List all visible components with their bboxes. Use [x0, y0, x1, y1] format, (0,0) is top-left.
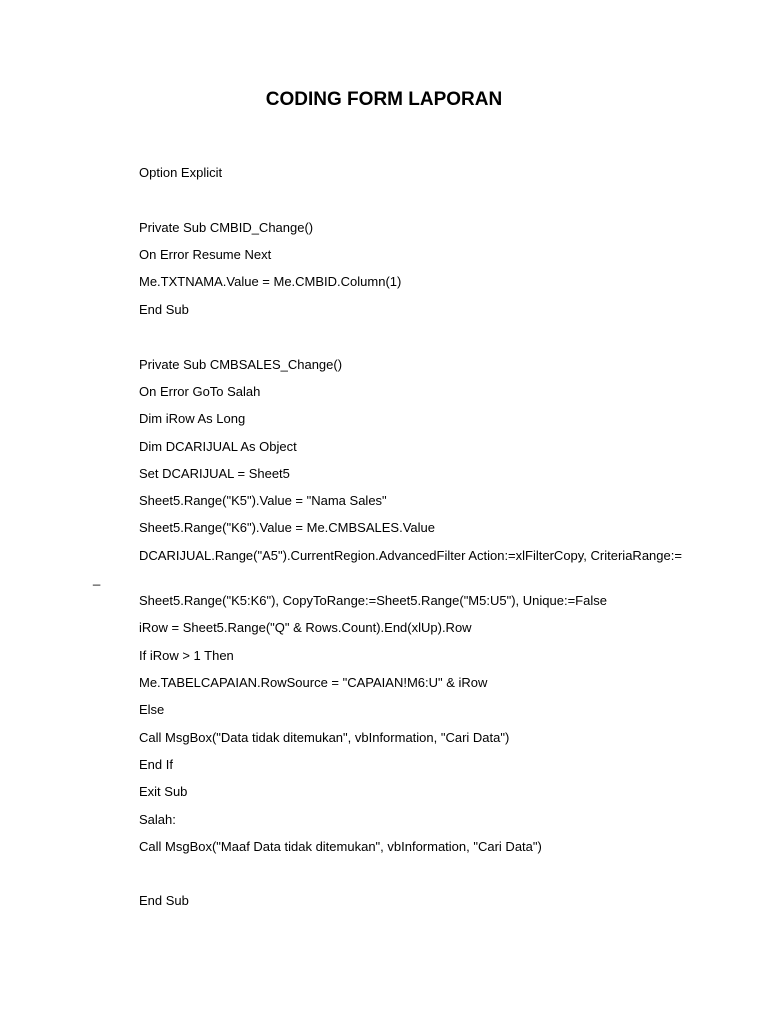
- code-line: Else: [139, 702, 165, 717]
- code-line: Call MsgBox("Data tidak ditemukan", vbInformation, "Cari Data"): [139, 730, 510, 745]
- code-line: Private Sub CMBID_Change(): [139, 220, 314, 235]
- code-line: End Sub: [139, 302, 189, 317]
- page-title: CODING FORM LAPORAN: [265, 89, 503, 110]
- code-line: If iRow > 1 Then: [139, 648, 234, 663]
- code-line: End Sub: [139, 893, 189, 908]
- code-line: End If: [139, 757, 173, 772]
- code-line: On Error GoTo Salah: [139, 384, 261, 399]
- code-line: On Error Resume Next: [139, 247, 272, 262]
- code-line: Dim DCARIJUAL As Object: [139, 439, 297, 454]
- code-line: Exit Sub: [139, 784, 188, 799]
- code-line: Sheet5.Range("K6").Value = Me.CMBSALES.Value: [139, 520, 435, 535]
- code-line: Sheet5.Range("K5").Value = "Nama Sales": [139, 493, 387, 508]
- code-line: Private Sub CMBSALES_Change(): [139, 357, 343, 372]
- code-line: Salah:: [139, 812, 176, 827]
- code-line: Me.TABELCAPAIAN.RowSource = "CAPAIAN!M6:U" & iRow: [139, 675, 488, 690]
- code-line: DCARIJUAL.Range("A5").CurrentRegion.AdvancedFilter Action:=xlFilterCopy, CriteriaRange:=: [139, 548, 682, 563]
- code-line: Me.TXTNAMA.Value = Me.CMBID.Column(1): [139, 274, 402, 289]
- code-line: Dim iRow As Long: [139, 411, 246, 426]
- code-line: Sheet5.Range("K5:K6"), CopyToRange:=Sheet5.Range("M5:U5"), Unique:=False: [139, 593, 607, 608]
- code-line: Set DCARIJUAL = Sheet5: [139, 466, 290, 481]
- code-line: Option Explicit: [139, 165, 223, 180]
- code-line: Call MsgBox("Maaf Data tidak ditemukan", vbInformation, "Cari Data"): [139, 839, 542, 854]
- line-continuation: _: [93, 571, 101, 586]
- code-line: iRow = Sheet5.Range("Q" & Rows.Count).End(xlUp).Row: [139, 620, 472, 635]
